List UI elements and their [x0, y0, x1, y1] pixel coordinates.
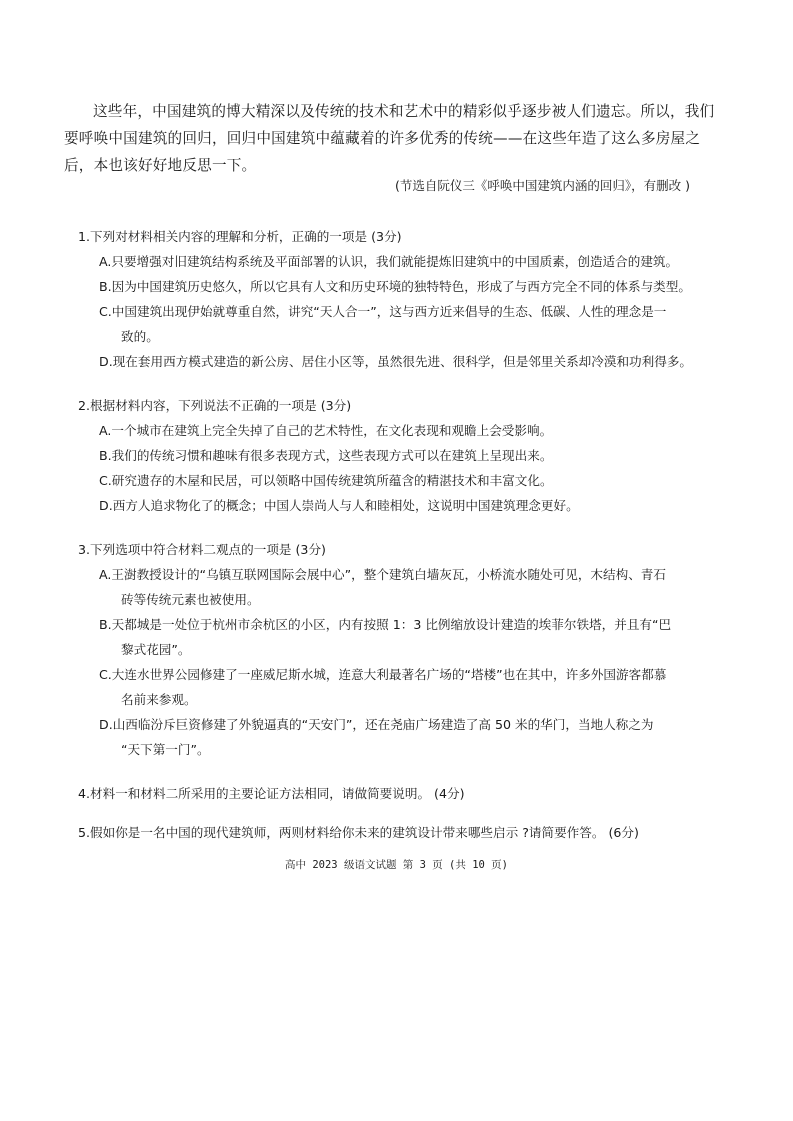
question-3-option-c: C.大连水世界公园修建了一座威尼斯水城，连意大利最著名广场的“塔楼”也在其中，许多外国游客都慕	[99, 667, 667, 682]
question-1-option-c-cont: 致的。	[121, 329, 159, 344]
question-2-option-a: A.一个城市在建筑上完全失掉了自己的艺术特性，在文化表现和观瞻上会受影响。	[99, 423, 553, 438]
question-2-option-b: B.我们的传统习惯和趣味有很多表现方式，这些表现方式可以在建筑上呈现出来。	[99, 448, 553, 463]
question-3-option-c-cont: 名前来参观。	[121, 692, 197, 707]
question-3-option-d: D.山西临汾斥巨资修建了外貌逼真的“天安门”，还在尧庙广场建造了高 50 米的华门，当地人称之为	[99, 717, 654, 732]
question-3-option-a-cont: 砖等传统元素也被使用。	[121, 592, 260, 607]
question-3-option-b: B.天都城是一处位于杭州市余杭区的小区，内有按照 1：3 比例缩放设计建造的埃菲尔铁塔，并且有“巴	[99, 617, 672, 632]
question-3-option-d-cont: “天下第一门”。	[121, 742, 210, 757]
question-3-option-a: A.王澍教授设计的“乌镇互联网国际会展中心”，整个建筑白墙灰瓦，小桥流水随处可见，木结构、青石	[99, 567, 666, 582]
question-4-stem: 4.材料一和材料二所采用的主要论证方法相同，请做简要说明。 (4分)	[78, 786, 465, 801]
source-citation: (节选自阮仪三《呼唤中国建筑内涵的回归》，有删改 )	[395, 178, 690, 193]
question-1-option-a: A.只要增强对旧建筑结构系统及平面部署的认识，我们就能提炼旧建筑中的中国质素，创造适合的建筑。	[99, 254, 679, 269]
page-footer: 高中 2023 级语文试题 第 3 页 (共 10 页)	[285, 859, 508, 871]
question-2-stem: 2.根据材料内容，下列说法不正确的一项是 (3分)	[78, 398, 352, 413]
question-1-option-b: B.因为中国建筑历史悠久，所以它具有人文和历史环境的独特特色，形成了与西方完全不同的体系与类型。	[99, 279, 691, 294]
question-1-stem: 1.下列对材料相关内容的理解和分析，正确的一项是 (3分)	[78, 229, 402, 244]
question-3-stem: 3.下列选项中符合材料二观点的一项是 (3分)	[78, 542, 326, 557]
question-1-option-d: D.现在套用西方模式建造的新公房、居住小区等，虽然很先进、很科学，但是邻里关系却冷漠和功利得多。	[99, 354, 693, 369]
question-1-option-c: C.中国建筑出现伊始就尊重自然，讲究“天人合一”，这与西方近来倡导的生态、低碳、人性的理念是一	[99, 304, 667, 319]
question-2-option-d: D.西方人追求物化了的概念；中国人崇尚人与人和睦相处，这说明中国建筑理念更好。	[99, 498, 579, 513]
question-3-option-b-cont: 黎式花园”。	[121, 642, 191, 657]
question-2-option-c: C.研究遗存的木屋和民居，可以领略中国传统建筑所蕴含的精湛技术和丰富文化。	[99, 473, 553, 488]
intro-paragraph: 这些年，中国建筑的博大精深以及传统的技术和艺术中的精彩似乎逐步被人们遗忘。所以，我们要呼唤中国建筑的回归，回归中国建筑中蕴藏着的许多优秀的传统——在这些年造了这么多房屋之后，本也该好好地反思一下。	[64, 103, 715, 174]
question-5-stem: 5.假如你是一名中国的现代建筑师，两则材料给你未来的建筑设计带来哪些启示 ?请简要作答。 (6分)	[78, 825, 639, 840]
